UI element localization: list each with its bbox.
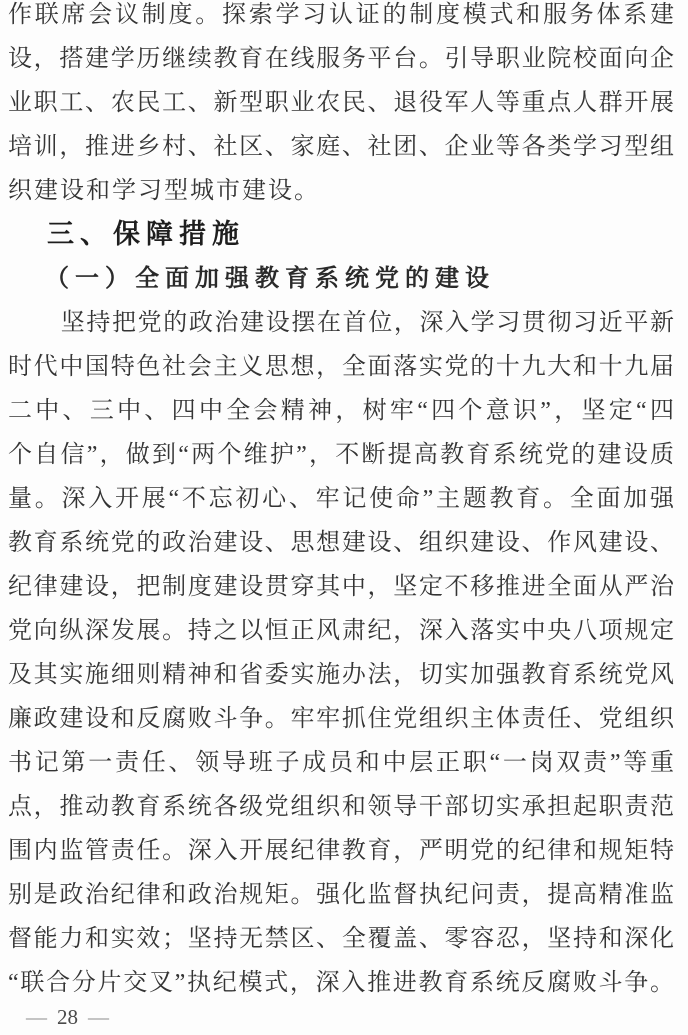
section-heading: 三、保障措施 xyxy=(47,219,245,250)
text-line: 点，推动教育系统各级党组织和领导干部切实承担起职责范 xyxy=(8,794,674,820)
text-line: 廉政建设和反腐败斗争。牢牢抓住党组织主体责任、党组织 xyxy=(8,706,674,732)
text-line: 培训，推进乡村、社区、家庭、社团、企业等各类学习型组 xyxy=(8,134,674,160)
text-line: 书记第一责任、领导班子成员和中层正职“一岗双责”等重 xyxy=(8,750,674,776)
text-line: 时代中国特色社会主义思想，全面落实党的十九大和十九届 xyxy=(8,354,674,380)
text-line: “联合分片交叉”执纪模式，深入推进教育系统反腐败斗争。 xyxy=(8,970,674,996)
page-footer xyxy=(16,1005,119,1029)
page-number-dash-right: — xyxy=(88,1005,109,1029)
text-line: 设，搭建学历继续教育在线服务平台。引导职业院校面向企 xyxy=(8,46,674,72)
text-line: 教育系统党的政治建设、思想建设、组织建设、作风建设、 xyxy=(8,530,674,556)
subsection-heading: （一）全面加强教育系统党的建设 xyxy=(45,266,495,292)
text-line: 及其实施细则精神和省委实施办法，切实加强教育系统党风 xyxy=(8,662,674,688)
text-line: 业职工、农民工、新型职业农民、退役军人等重点人群开展 xyxy=(8,90,674,116)
text-line: 二中、三中、四中全会精神，树牢“四个意识”，坚定“四 xyxy=(8,398,674,424)
page-number: 28 xyxy=(57,1005,78,1029)
text-line: 别是政治纪律和政治规矩。强化监督执纪问责，提高精准监 xyxy=(8,882,674,908)
text-line: 督能力和实效；坚持无禁区、全覆盖、零容忍，坚持和深化 xyxy=(8,926,674,952)
text-line: 党向纵深发展。持之以恒正风肃纪，深入落实中央八项规定 xyxy=(8,618,674,644)
text-line: 个自信”，做到“两个维护”，不断提高教育系统党的建设质 xyxy=(8,442,674,468)
text-line: 量。深入开展“不忘初心、牢记使命”主题教育。全面加强 xyxy=(8,486,674,512)
text-line: 纪律建设，把制度建设贯穿其中，坚定不移推进全面从严治 xyxy=(8,574,674,600)
text-line: 坚持把党的政治建设摆在首位，深入学习贯彻习近平新 xyxy=(60,310,674,336)
page-number-dash-left: — xyxy=(26,1005,47,1029)
text-line: 作联席会议制度。探索学习认证的制度模式和服务体系建 xyxy=(8,2,674,28)
text-line: 织建设和学习型城市建设。 xyxy=(8,178,320,204)
text-line: 围内监管责任。深入开展纪律教育，严明党的纪律和规矩特 xyxy=(8,838,674,864)
